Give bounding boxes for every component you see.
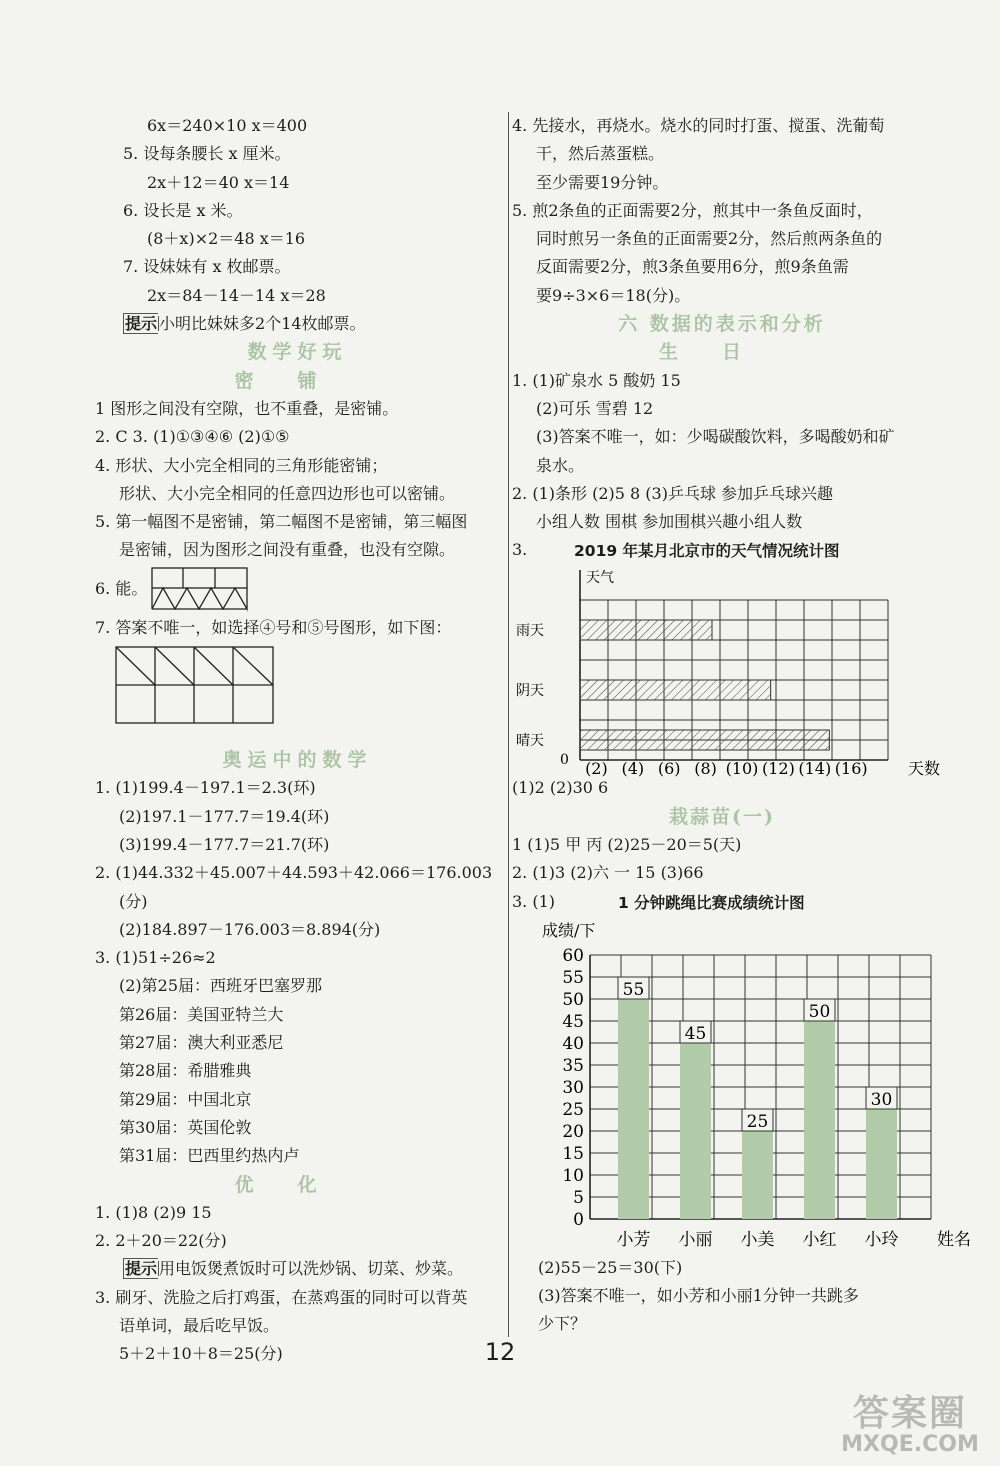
y-tick-label: 50 [562,989,584,1010]
answer-line: 第29届：中国北京 [119,1089,252,1109]
answer-line: 2. (1)条形 (2)5 8 (3)乒乓球 参加乒乓球兴趣 [512,483,834,503]
data-label: 25 [746,1111,769,1132]
q6-tiling-figure [151,567,261,611]
hint-text: 小明比妹妹多2个14枚邮票。 [159,314,366,334]
answer-line: 第30届：英国伦敦 [119,1117,252,1137]
answer-line: 7. 设妹妹有 x 枚邮票。 [123,257,291,277]
weather-answer: (1)2 (2)30 6 [512,778,609,798]
jump-answers [512,1254,932,1339]
answer-line: 第31届：巴西里约热内卢 [119,1146,300,1166]
q6-row [95,565,500,612]
answer-line: 4. 形状、大小完全相同的三角形能密铺； [95,455,388,475]
answer-line: 1 (1)5 甲 丙 (2)25－20＝5(天) [512,835,742,855]
x-tick-label: (4) [621,759,645,779]
hint-text: 用电饭煲煮饭时可以洗炒锅、切菜、炒菜。 [159,1259,464,1279]
jump-bar [618,977,649,1219]
answer-line: 2x＋12＝40 x＝14 [147,172,290,192]
jump-chart [512,916,971,1254]
data-label: 45 [684,1023,707,1044]
answer-line: 5＋2＋10＋8＝25(分) [119,1344,283,1364]
watermark-url: MXQE.COM [841,1432,979,1457]
answer-line: 2. (1)44.332＋45.007＋44.593＋42.066＝176.003 [95,863,493,883]
category-label: 小玲 [864,1229,899,1250]
answer-line: 2. (1)3 (2)六 一 15 (3)66 [512,863,704,883]
weather-chart-title: 2019 年某月北京市的天气情况统计图 [574,542,840,561]
x-axis-label: 天数 [908,759,941,779]
answer-line: 至少需要19分钟。 [536,172,669,192]
y-tick-label: 45 [562,1011,584,1032]
section-title-olympic: 奥运中的数学 [222,749,373,772]
answer-line: 泉水。 [536,455,585,475]
section-title-birthday: 生日 [658,341,785,364]
answer-line: 5. 设每条腰长 x 厘米。 [123,144,291,164]
x-tick-label: (10) [725,759,759,779]
weather-bar [580,730,829,750]
optimize-answers-a [95,1199,500,1256]
jump-chart-title-row [512,888,932,916]
answer-line: (2)第25届：西班牙巴塞罗那 [119,976,323,996]
y-tick-label: 15 [562,1143,584,1164]
answer-line: (3)199.4－177.7＝21.7(环) [119,834,330,854]
y-tick-label: 60 [562,945,584,966]
answer-line: 是密铺，因为图形之间没有重叠，也没有空隙。 [119,540,456,560]
x-tick-label: (2) [585,759,608,779]
answer-line: (2)184.897－176.003＝8.894(分) [119,919,381,939]
jump-bar [804,999,835,1219]
y-tick-label: 5 [573,1187,584,1208]
answer-line: (8＋x)×2＝48 x＝16 [147,229,306,249]
y-tick-label: 10 [562,1165,584,1186]
watermark [830,1385,990,1457]
y-tick-label: 35 [562,1055,584,1076]
answer-line: (3)答案不唯一，如：少喝碳酸饮料，多喝酸奶和矿 [536,427,895,447]
left-column [95,112,500,1369]
answer-line: 第28届：希腊雅典 [119,1061,252,1081]
category-label: 小红 [802,1229,837,1250]
answer-line: 少下？ [538,1314,587,1334]
answer-line: 反面需要2分，煎3条鱼要用6分，煎9条鱼需 [536,257,849,277]
y-tick-label: 55 [562,967,584,988]
x-tick-label: (16) [834,759,868,779]
jump-bar [680,1021,711,1219]
answer-line: 6x＝240×10 x＝400 [147,116,308,135]
weather-chart-title-row [512,536,932,562]
column-divider [508,112,509,1337]
page-number: 12 [484,1338,516,1366]
origin-label: 0 [560,752,569,769]
x-axis-label: 姓名 [937,1229,971,1250]
watermark-logo: 答案圈 [852,1393,967,1434]
answer-line: 5. 煎2条鱼的正面需要2分，煎其中一条鱼反面时， [512,200,873,220]
section-title-unit6: 六 数据的表示和分析 [618,313,826,336]
category-label: 阴天 [516,683,544,700]
y-tick-label: 20 [562,1121,584,1142]
y-tick-label: 25 [562,1099,584,1120]
category-label: 雨天 [516,623,544,640]
answer-line: 5. 第一幅图不是密铺，第二幅图不是密铺，第三幅图 [95,512,468,532]
jump-chart-title: 1 分钟跳绳比赛成绩统计图 [618,893,805,912]
category-label: 小芳 [616,1229,651,1250]
y-tick-label: 30 [562,1077,584,1098]
answer-line: (2)55－25＝30(下) [538,1257,683,1277]
answer-line: 1. (1)矿泉水 5 酸奶 15 [512,370,681,390]
weather-chart [512,562,942,779]
section-title-fun-math: 数学好玩 [247,341,348,364]
answer-line: 第27届：澳大利亚悉尼 [119,1033,284,1053]
y-tick-label: 40 [562,1033,584,1054]
right-column [512,112,971,1339]
answer-line: 1. (1)199.4－197.1＝2.3(环) [95,778,316,798]
q3b-number: 3. (1) [512,891,556,911]
tiling-answers [95,395,500,565]
birthday-answers [512,367,932,537]
x-tick-label: (14) [798,759,832,779]
answer-line: 2. C 3. (1)①③④⑥ (2)①⑤ [95,427,290,447]
answer-line: 第26届：美国亚特兰大 [119,1004,284,1024]
hint-line-2 [95,1255,500,1283]
answer-line: (3)答案不唯一，如小芳和小丽1分钟一共跳多 [538,1285,859,1305]
y-axis-label: 天气 [586,570,614,587]
x-tick-label: (6) [657,759,681,779]
weather-bar [580,620,712,640]
hint-label: 提示 [125,314,158,334]
q6-label: 6. 能。 [95,578,148,598]
data-label: 55 [622,979,645,1000]
answer-line: 2x＝84－14－14 x＝28 [147,285,326,305]
answer-line: 同时煎另一条鱼的正面需要2分，然后煎两条鱼的 [536,229,883,249]
q7-tiling-figure [115,646,285,728]
category-label: 小丽 [678,1229,713,1250]
answer-line: 4. 先接水，再烧水。烧水的同时打蛋、搅蛋、洗葡萄 [512,116,885,135]
section-title-garlic: 栽蒜苗(一) [669,805,775,828]
category-label: 晴天 [516,733,544,750]
answer-line: 2. 2＋20＝22(分) [95,1231,227,1251]
answer-line: (2)197.1－177.7＝19.4(环) [119,806,330,826]
equation-answers [95,112,500,310]
answer-line: (2)可乐 雪碧 12 [536,398,654,418]
answer-line: 1. (1)8 (2)9 15 [95,1202,212,1222]
x-tick-label: (12) [761,759,795,779]
optimize-answers-c [512,112,932,310]
answer-line: 1 图形之间没有空隙，也不重叠，是密铺。 [95,398,399,418]
q3-number: 3. [512,540,528,560]
hint-line-1 [95,310,500,338]
weather-bar [580,680,771,700]
data-label: 50 [808,1001,831,1022]
hint-label: 提示 [125,1259,158,1279]
q7-text: 7. 答案不唯一，如选择④号和⑤号图形，如下图： [95,617,452,637]
answer-line: 形状、大小完全相同的任意四边形也可以密铺。 [119,483,456,503]
answer-line: 干，然后蒸蛋糕。 [536,144,665,164]
answer-line: 3. 刷牙、洗脸之后打鸡蛋，在蒸鸡蛋的同时可以背英 [95,1287,468,1307]
answer-line: 语单词，最后吃早饭。 [119,1315,280,1335]
section-title-tiling: 密铺 [234,369,361,392]
category-label: 小美 [740,1229,775,1250]
answer-line: 小组人数 围棋 参加围棋兴趣小组人数 [536,512,803,532]
answer-line: 要9÷3×6＝18(分)。 [536,285,691,305]
x-tick-label: (8) [694,759,717,779]
y-tick-label: 0 [573,1209,584,1230]
y-axis-label: 成绩/下 [542,920,596,940]
data-label: 30 [870,1089,893,1110]
olympic-answers [95,774,500,1170]
section-title-optimize: 优化 [234,1173,361,1196]
answer-line: 3. (1)51÷26≈2 [95,948,216,968]
garlic-answers [512,831,932,888]
answer-line: 6. 设长是 x 米。 [123,200,243,220]
answer-line: (分) [119,891,148,911]
